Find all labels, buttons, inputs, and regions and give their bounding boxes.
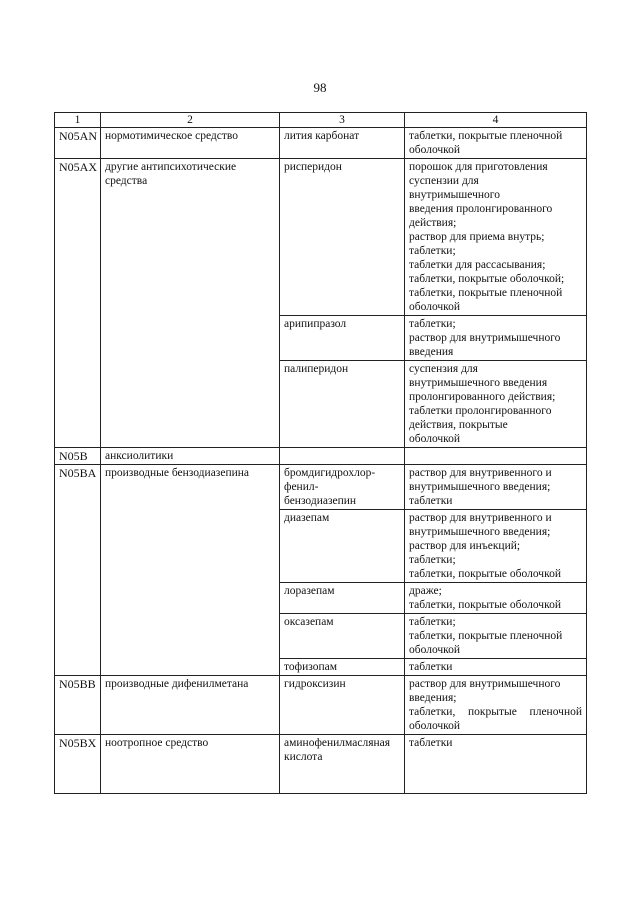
drug-name xyxy=(280,465,405,510)
dosage-forms xyxy=(405,676,587,735)
header-row xyxy=(55,113,587,128)
drug-name xyxy=(280,676,405,735)
drug-name-line: фенил- xyxy=(284,481,319,493)
drug-name xyxy=(280,659,405,676)
drug-name xyxy=(280,316,405,361)
form-line: действия, покрытые xyxy=(409,419,508,431)
form-line: таблетки, покрытые оболочкой; xyxy=(409,273,565,285)
atc-code: N05BX xyxy=(55,735,101,794)
dosage-forms xyxy=(405,510,587,583)
group-name xyxy=(101,465,280,676)
group-name-line: нормотимическое средство xyxy=(105,130,239,142)
column-header-1: 1 xyxy=(55,113,101,128)
dosage-forms xyxy=(405,735,587,794)
drug-name-line: арипипразол xyxy=(284,318,347,330)
form-line: таблетки xyxy=(409,737,453,749)
form-line: таблетки xyxy=(409,661,453,673)
form-line: таблетки, покрытые оболочкой xyxy=(409,568,561,580)
form-line: раствор для инъекций; xyxy=(409,540,521,552)
table-row xyxy=(55,128,587,159)
form-line: внутримышечного введения; xyxy=(409,526,551,538)
form-line: оболочкой xyxy=(409,644,461,656)
form-line: введения xyxy=(409,346,454,358)
form-line: таблетки; xyxy=(409,318,456,330)
group-name-line: ноотропное средство xyxy=(105,737,209,749)
form-line: таблетки, покрытые пленочной xyxy=(409,287,563,299)
form-line: внутримышечного xyxy=(409,189,500,201)
form-line: раствор для внутривенного и xyxy=(409,467,552,479)
form-line: введения; xyxy=(409,692,457,704)
drug-name-line: диазепам xyxy=(284,512,330,524)
atc-code: N05BA xyxy=(55,465,101,676)
form-line: введения пролонгированного xyxy=(409,203,553,215)
drug-name-line: тофизопам xyxy=(284,661,337,673)
drug-name-line: бромдигидрохлор- xyxy=(284,467,376,479)
table-row xyxy=(55,448,587,465)
dosage-forms xyxy=(405,316,587,361)
form-line: оболочкой xyxy=(409,301,461,313)
drug-name xyxy=(280,448,405,465)
form-line: внутримышечного введения; xyxy=(409,481,551,493)
form-line: таблетки xyxy=(409,495,453,507)
table-row xyxy=(55,159,587,316)
column-header-2: 2 xyxy=(101,113,280,128)
dosage-forms xyxy=(405,659,587,676)
dosage-forms xyxy=(405,361,587,448)
page-number: 98 xyxy=(313,80,327,95)
drug-name xyxy=(280,128,405,159)
group-name-line: средства xyxy=(105,175,148,187)
form-line: таблетки пролонгированного xyxy=(409,405,552,417)
form-line: суспензия для xyxy=(409,363,478,375)
group-name-line: производные дифенилметана xyxy=(105,678,249,690)
drug-name-line: палиперидон xyxy=(284,363,349,375)
form-line: суспензии для xyxy=(409,175,479,187)
drug-name-line: лоразепам xyxy=(284,585,335,597)
atc-code: N05AN xyxy=(55,128,101,159)
group-name-line: анксиолитики xyxy=(105,450,174,462)
form-line: оболочкой xyxy=(409,720,461,732)
dosage-forms xyxy=(405,583,587,614)
drug-name-line: аминофенилмасляная xyxy=(284,737,391,749)
form-line: таблетки для рассасывания; xyxy=(409,259,546,271)
group-name xyxy=(101,676,280,735)
table-row xyxy=(55,735,587,794)
group-name xyxy=(101,128,280,159)
group-name-line: другие антипсихотические xyxy=(105,161,237,173)
drug-name xyxy=(280,614,405,659)
group-name xyxy=(101,159,280,448)
drug-name-line: кислота xyxy=(284,751,323,763)
form-line: таблетки, покрытые пленочной xyxy=(409,630,563,642)
drug-name xyxy=(280,735,405,794)
drug-name-line: оксазепам xyxy=(284,616,334,628)
form-line: оболочкой xyxy=(409,433,461,445)
form-line: порошок для приготовления xyxy=(409,161,548,173)
form-line: таблетки; xyxy=(409,245,456,257)
form-line: раствор для внутримышечного xyxy=(409,678,561,690)
form-line: раствор для внутримышечного xyxy=(409,332,561,344)
form-line: таблетки, покрытые пленочной xyxy=(409,130,563,142)
column-header-4: 4 xyxy=(405,113,587,128)
drug-name-line: бензодиазепин xyxy=(284,495,357,507)
drug-name xyxy=(280,361,405,448)
dosage-forms xyxy=(405,465,587,510)
form-line: действия; xyxy=(409,217,457,229)
dosage-forms xyxy=(405,128,587,159)
table-row xyxy=(55,676,587,735)
drug-name xyxy=(280,510,405,583)
form-line: раствор для внутривенного и xyxy=(409,512,552,524)
form-line: таблетки, покрытые пленочной xyxy=(409,706,582,718)
dosage-forms xyxy=(405,159,587,316)
drug-name xyxy=(280,583,405,614)
atc-code: N05BB xyxy=(55,676,101,735)
group-name-line: производные бензодиазепина xyxy=(105,467,250,479)
drug-table xyxy=(54,112,587,794)
dosage-forms xyxy=(405,614,587,659)
drug-name-line: рисперидон xyxy=(284,161,342,173)
form-line xyxy=(409,449,582,463)
group-name xyxy=(101,448,280,465)
form-line: таблетки; xyxy=(409,616,456,628)
group-name xyxy=(101,735,280,794)
form-line: пролонгированного действия; xyxy=(409,391,556,403)
form-line: внутримышечного введения xyxy=(409,377,548,389)
drug-name-line xyxy=(284,449,400,463)
form-line: таблетки; xyxy=(409,554,456,566)
form-line: оболочкой xyxy=(409,144,461,156)
drug-name-line: гидроксизин xyxy=(284,678,346,690)
form-line: драже; xyxy=(409,585,442,597)
atc-code: N05B xyxy=(55,448,101,465)
atc-code: N05AX xyxy=(55,159,101,448)
form-line: раствор для приема внутрь; xyxy=(409,231,545,243)
table-row xyxy=(55,465,587,510)
form-line: таблетки, покрытые оболочкой xyxy=(409,599,561,611)
column-header-3: 3 xyxy=(280,113,405,128)
drug-name xyxy=(280,159,405,316)
drug-name-line: лития карбонат xyxy=(284,130,360,142)
dosage-forms xyxy=(405,448,587,465)
